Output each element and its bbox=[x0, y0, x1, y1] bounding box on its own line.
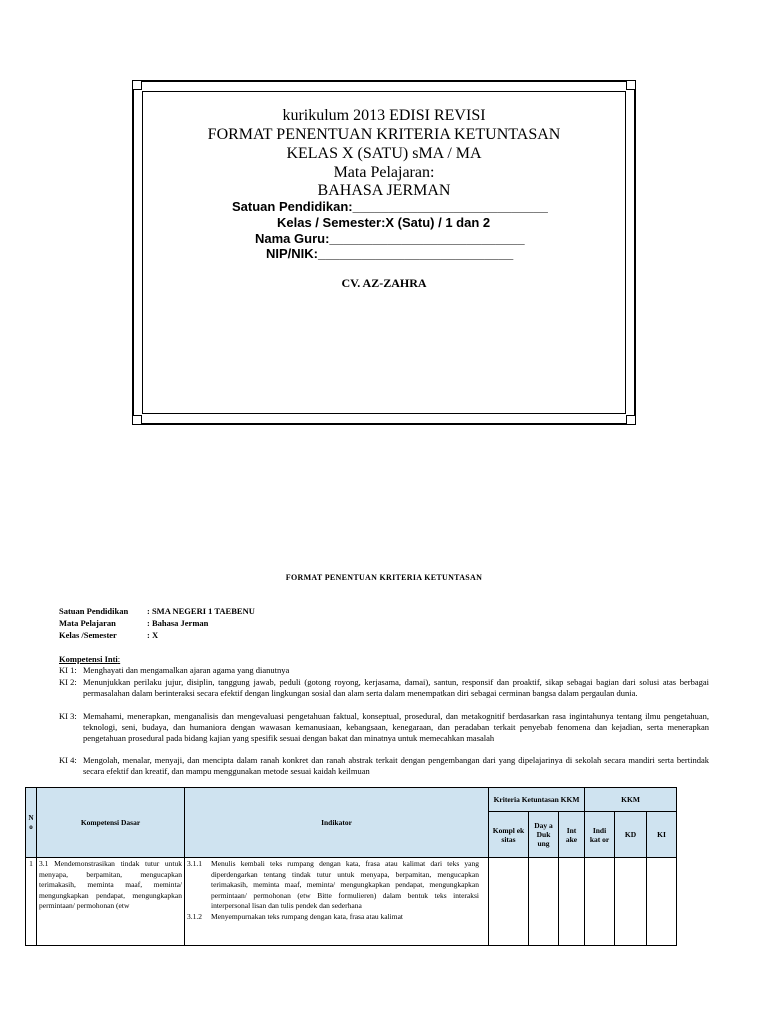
cover-subject: BAHASA JERMAN bbox=[317, 182, 451, 199]
cell-kd bbox=[615, 858, 647, 946]
frame-corner-tr bbox=[626, 80, 636, 90]
cover-kelas: Kelas / Semester:X (Satu) / 1 dan 2 bbox=[277, 215, 491, 230]
page2-title: FORMAT PENENTUAN KRITERIA KETUNTASAN bbox=[285, 573, 483, 582]
table-row bbox=[26, 858, 677, 946]
cell-kompleksitas bbox=[489, 858, 529, 946]
header-kompetensi-dasar: Kompetensi Dasar bbox=[37, 788, 185, 858]
info-label: Satuan Pendidikan bbox=[59, 606, 129, 616]
ki-heading-colon: : bbox=[117, 654, 121, 664]
info-value: : SMA NEGERI 1 TAEBENU bbox=[147, 606, 255, 616]
frame-corner-br bbox=[626, 415, 636, 425]
header-indikator-short: Indi kat or bbox=[585, 812, 615, 858]
cover-satuan: Satuan Pendidikan:___________________________ bbox=[232, 199, 548, 214]
row-indikator bbox=[185, 858, 489, 946]
ki-key: KI 2: bbox=[59, 677, 77, 687]
ki-key: KI 1: bbox=[59, 665, 77, 675]
cover-subject-label: Mata Pelajaran: bbox=[333, 164, 435, 181]
cover-nip: NIP/NIK:___________________________ bbox=[266, 246, 514, 261]
frame-corner-bl bbox=[132, 415, 142, 425]
header-kriteria-ketuntasan: Kriteria Ketuntasan KKM bbox=[489, 788, 585, 812]
ki-item-4 bbox=[59, 755, 709, 777]
indicator-number: 3.1.1 bbox=[187, 859, 202, 868]
info-value: : X bbox=[147, 630, 159, 640]
indicator-item bbox=[187, 912, 486, 923]
cover-publisher: CV. AZ-ZAHRA bbox=[341, 276, 427, 290]
indicator-text: Menyempurnakan teks rumpang dengan kata, frasa atau kalimat bbox=[211, 911, 404, 921]
cover-title: FORMAT PENENTUAN KRITERIA KETUNTASAN bbox=[207, 126, 561, 143]
header-intake: Int ake bbox=[559, 812, 585, 858]
indicator-item bbox=[187, 859, 486, 912]
ki-item-2 bbox=[59, 677, 709, 699]
cover-guru: Nama Guru:___________________________ bbox=[255, 231, 525, 246]
ki-text: Memahami, menerapkan, menganalisis dan mengevaluasi pengetahuan faktual, konseptual, prosedural, dan metakognitif berdasarkan rasa ingintahunya tentang ilmu pengetahuan, teknologi, seni, budaya, dan humaniora dengan wawasan kemanusiaan, kebangsaan, kenegaraan, dan peradaban terkait penyebab fenomena dan kejadian, serta menerapkan pengetahuan prosedural pada bidang kajian yang spesifik sesuai dengan bakat dan minatnya untuk memecahkan masalah bbox=[83, 711, 709, 743]
cell-indikator bbox=[585, 858, 615, 946]
indicator-number: 3.1.2 bbox=[187, 911, 202, 921]
ki-text: Mengolah, menalar, menyaji, dan mencipta dalam ranah konkret dan ranah abstrak terkait dengan pengembangan dari yang dipelajarinya di sekolah secara mandiri serta bertindak secara efektif dan kreatif, dan mampu menggunakan metode sesuai kaidah keilmuan bbox=[83, 755, 709, 776]
header-indikator: Indikator bbox=[185, 788, 489, 858]
row-kompetensi-dasar: 3.1 Mendemonstrasikan tindak tutur untuk menyapa, berpamitan, mengucapkan terimakasih, meminta maaf, meminta/ mengungkapkan pendapat, mengungkapkan permintaan/ permohonan (etw bbox=[37, 858, 185, 946]
info-satuan bbox=[59, 606, 255, 617]
ki-heading-text: Kompetensi Inti bbox=[59, 654, 118, 664]
cell-ki bbox=[647, 858, 677, 946]
cover-class: KELAS X (SATU) sMA / MA bbox=[286, 145, 482, 162]
indicator-text: Menulis kembali teks rumpang dengan kata, frasa atau kalimat dari teks yang diperdengarkan tentang tindak tutur untuk menyapa, berpamitan, mengucapkan terimakasih, meminta maaf, meminta/ mengungkapkan pendapat, mengungkapkan permintaan/ permohonan (etw Bitte formulieren) dalam bentuk teks interaksi interpersonal lisan dan tulis pendek dan sederhana bbox=[211, 859, 479, 910]
ki-item-1 bbox=[59, 665, 709, 676]
info-mapel bbox=[59, 618, 208, 629]
row-no: 1 bbox=[26, 858, 37, 946]
header-ki: KI bbox=[647, 812, 677, 858]
info-value: : Bahasa Jerman bbox=[147, 618, 209, 628]
header-kkm: KKM bbox=[585, 788, 677, 812]
ki-key: KI 4: bbox=[59, 755, 77, 765]
header-kompleksitas: Kompl ek sitas bbox=[489, 812, 529, 858]
ki-text: Menghayati dan mengamalkan ajaran agama yang dianutnya bbox=[83, 665, 290, 675]
kkm-table bbox=[25, 787, 677, 946]
frame-corner-tl bbox=[132, 80, 142, 90]
ki-key: KI 3: bbox=[59, 711, 77, 721]
header-kd: KD bbox=[615, 812, 647, 858]
info-kelas bbox=[59, 630, 158, 641]
cell-daya-dukung bbox=[529, 858, 559, 946]
cell-intake bbox=[559, 858, 585, 946]
ki-item-3 bbox=[59, 711, 709, 744]
ki-text: Menunjukkan perilaku jujur, disiplin, tanggung jawab, peduli (gotong royong, kerjasama, damai), santun, responsif dan proaktif, sikap sebagai bagian dari solusi atas berbagai permasalahan dalam berinteraksi secara efektif dengan lingkungan sosial dan alam serta dalam menempatkan diri sebagai cerminan bangsa dalam pergaulan dunia. bbox=[83, 677, 709, 698]
cover-curriculum: kurikulum 2013 EDISI REVISI bbox=[282, 107, 486, 124]
header-daya-dukung: Day a Duk ung bbox=[529, 812, 559, 858]
info-label: Mata Pelajaran bbox=[59, 618, 116, 628]
info-label: Kelas /Semester bbox=[59, 630, 117, 640]
ki-heading bbox=[59, 654, 120, 664]
header-no: N o bbox=[26, 788, 37, 858]
